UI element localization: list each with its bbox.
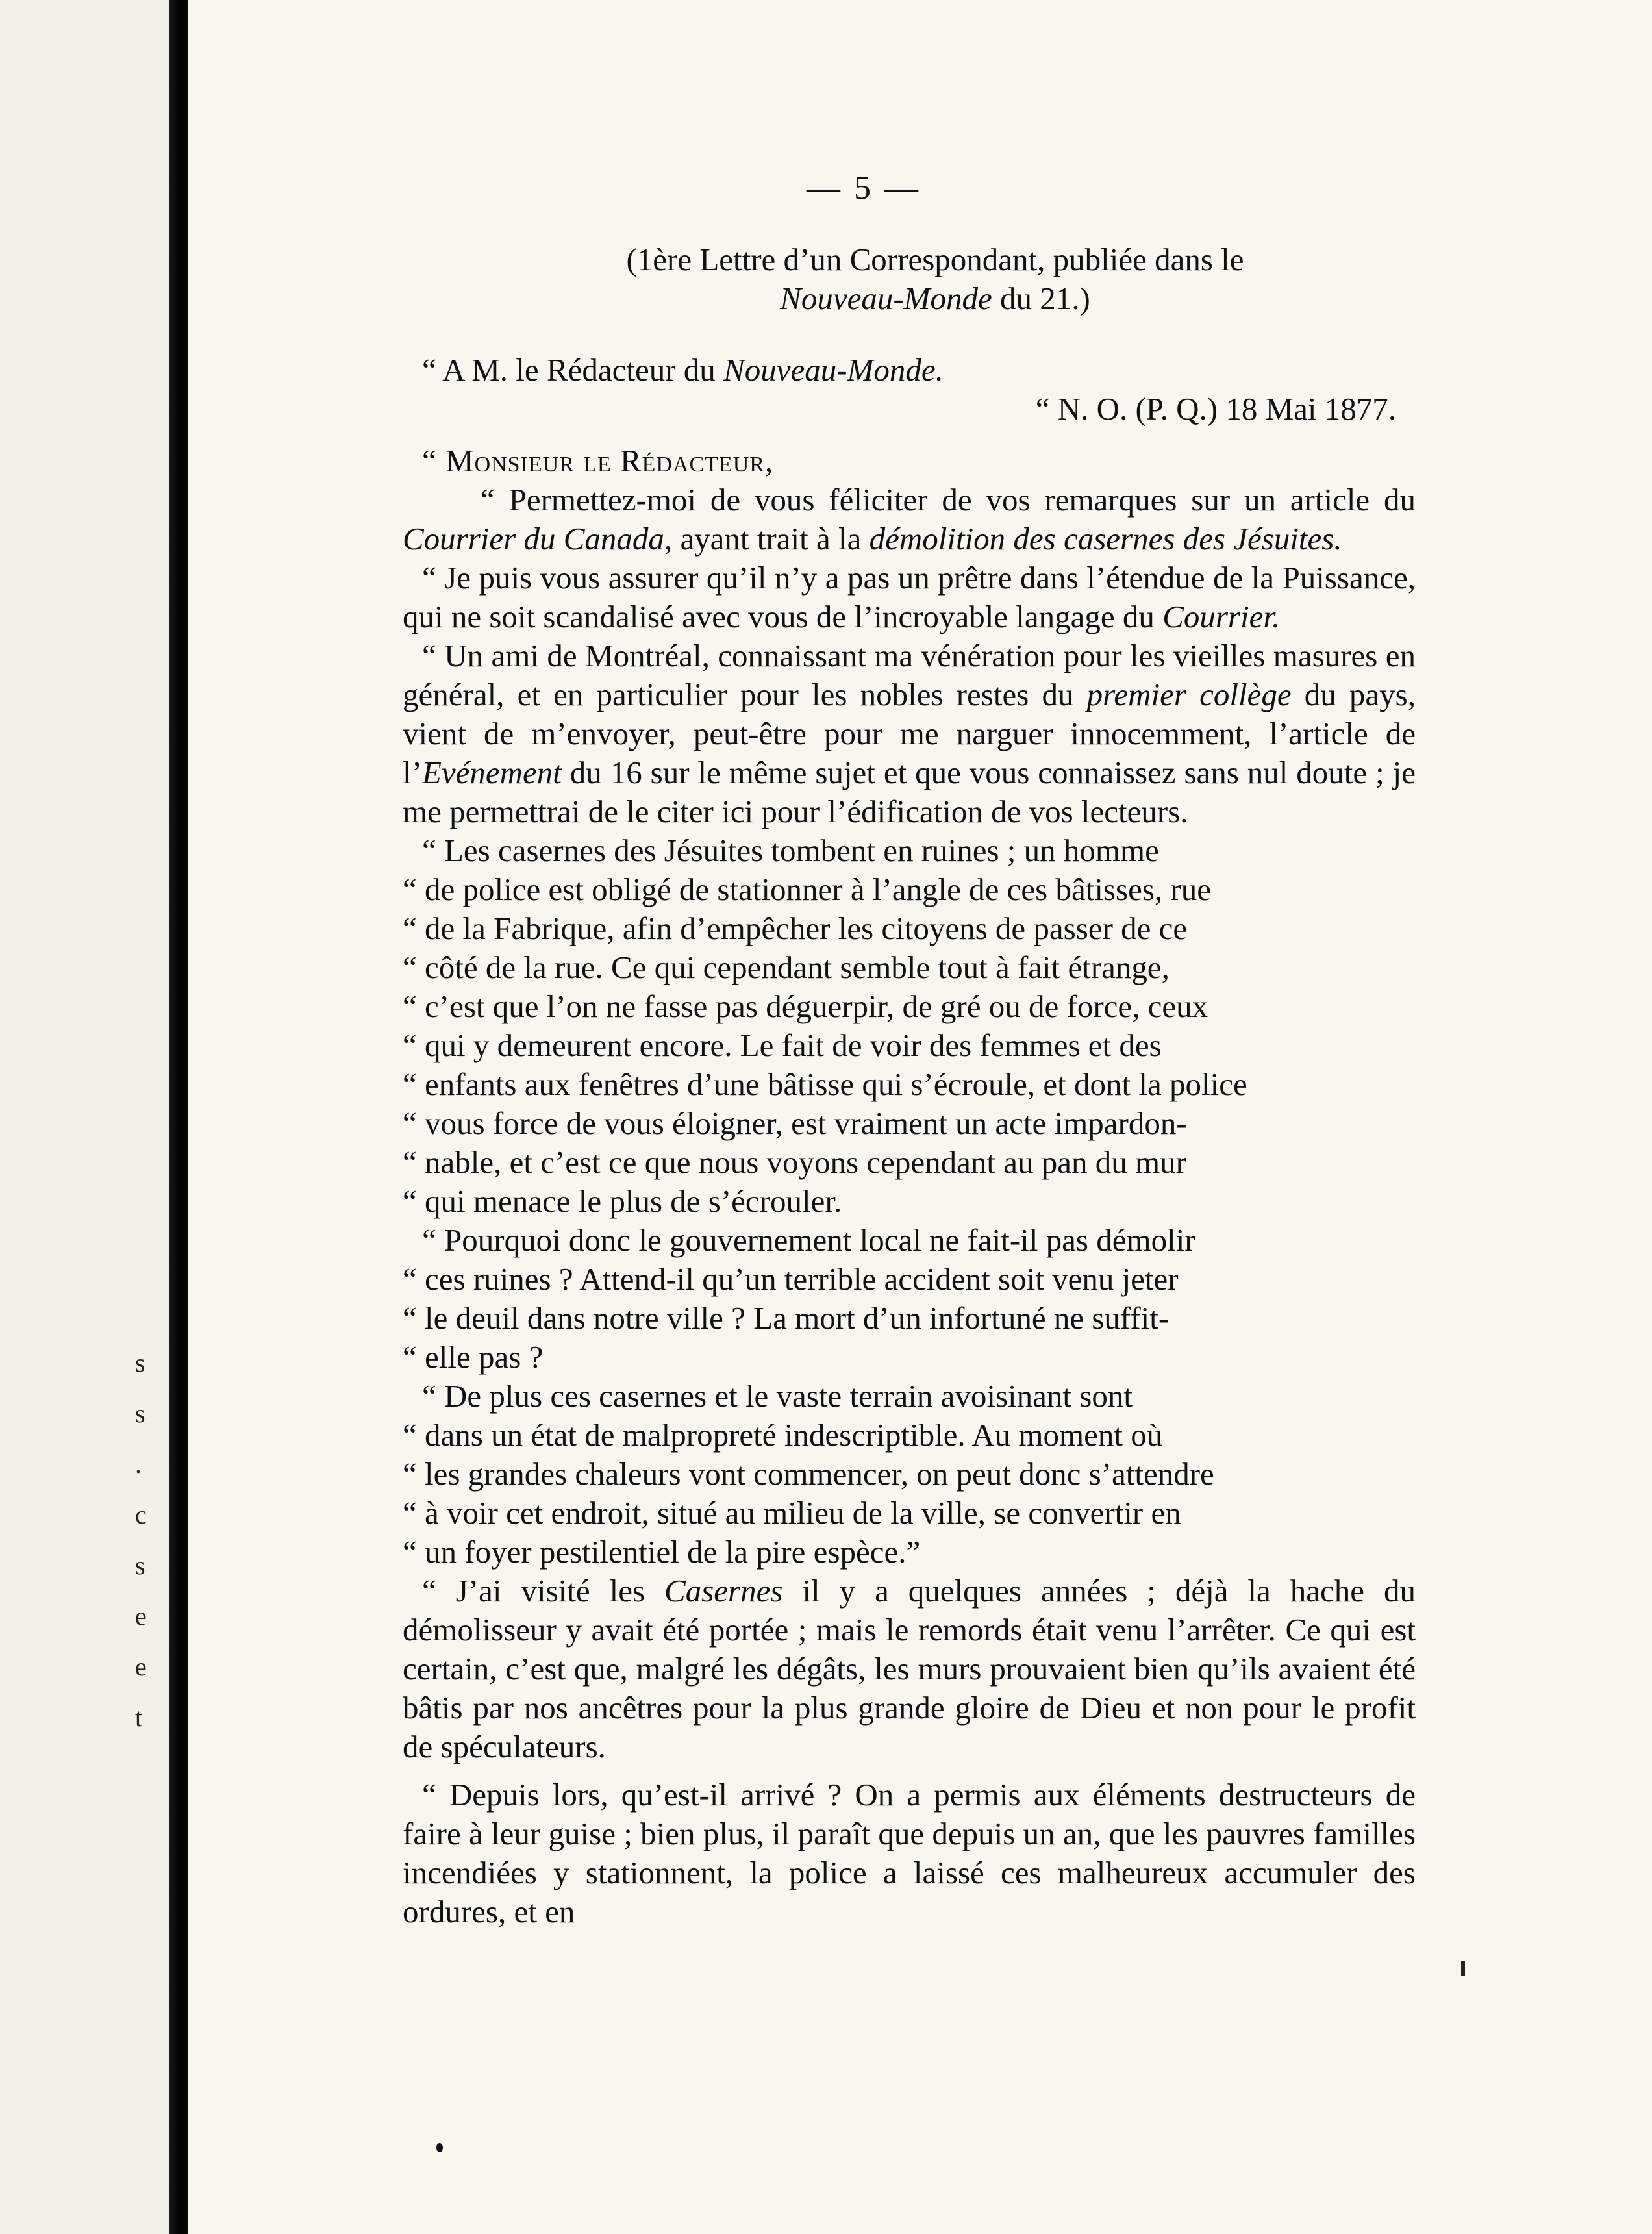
- address-newspaper: Nouveau-Monde.: [723, 352, 944, 388]
- p3-italic-college: premier collège: [1086, 677, 1292, 712]
- quote-line: “ qui menace le plus de s’écrouler.: [403, 1183, 842, 1219]
- dateline: “ N. O. (P. Q.) 18 Mai 1877.: [1035, 391, 1396, 427]
- quote-line: “ un foyer pestilentiel de la pire espèce.”: [403, 1534, 921, 1570]
- margin-fragment: s: [135, 1551, 145, 1580]
- ink-spot: [436, 2143, 443, 2152]
- quoted-article-2: [403, 1221, 1416, 1377]
- address-prefix: “ A M. le Rédacteur du: [422, 352, 724, 388]
- p1-text-a: “ Permettez-moi de vous féliciter de vos remarques sur un article du: [481, 482, 1416, 518]
- quote-line: “ Les casernes des Jésuites tombent en ruines ; un homme: [422, 833, 1159, 868]
- paragraph-5: “ Depuis lors, qu’est-il arrivé ? On a permis aux éléments destructeurs de faire à leur guise ; bien plus, il paraît que depuis un an, que les pauvres familles incendiées y stationnent, la police a laissé ces malheureux accumuler des ordures, et en: [403, 1777, 1416, 1929]
- heading-date: du 21.): [992, 281, 1090, 316]
- book-spine-shadow: [169, 0, 188, 2234]
- p2-italic-courrier: Courrier.: [1162, 599, 1281, 634]
- p4-italic-casernes: Casernes: [664, 1573, 783, 1609]
- p4-text-a: “ J’ai visité les: [422, 1573, 665, 1609]
- quote-line: “ de la Fabrique, afin d’empêcher les citoyens de passer de ce: [403, 910, 1188, 946]
- margin-fragment: t: [135, 1703, 143, 1732]
- page-body: [403, 169, 1416, 1931]
- margin-fragment: s: [135, 1399, 145, 1428]
- p1-italic-courrier: Courrier du Canada: [403, 521, 664, 557]
- quote-line: “ ces ruines ? Attend-il qu’un terrible accident soit venu jeter: [403, 1261, 1179, 1297]
- quote-line: “ enfants aux fenêtres d’une bâtisse qui s’écroule, et dont la police: [403, 1066, 1247, 1102]
- quote-line: “ les grandes chaleurs vont commencer, on peut donc s’attendre: [403, 1456, 1214, 1492]
- heading-line-1: (1ère Lettre d’un Correspondant, publiée dans le: [626, 242, 1244, 277]
- p1-italic-demolition: démolition des casernes des Jésuites.: [869, 521, 1342, 557]
- quote-line: “ c’est que l’on ne fasse pas déguerpir, de gré ou de force, ceux: [403, 988, 1208, 1024]
- facing-page-margin-fragments: [135, 1338, 161, 1743]
- quote-line: “ de police est obligé de stationner à l’angle de ces bâtisses, rue: [403, 872, 1211, 907]
- quote-line: “ vous force de vous éloigner, est vraiment un acte impardon-: [403, 1105, 1187, 1141]
- document-page: [188, 0, 1652, 2234]
- paragraph-3: [403, 636, 1416, 831]
- p1-text-b: , ayant trait à la: [664, 521, 870, 557]
- quote-line: “ côté de la rue. Ce qui cependant semble tout à fait étrange,: [403, 949, 1170, 985]
- margin-fragment: e: [135, 1652, 147, 1681]
- p3-text-a: “ Un ami de Montréal, connaissant ma vénération pour les vieilles masures en général, et en particulier pour les nobles restes du: [403, 638, 1416, 712]
- address-line: [403, 351, 1416, 390]
- quote-line: “ qui y demeurent encore. Le fait de voir des femmes et des: [403, 1027, 1162, 1063]
- p3-text-c: du 16 sur le même sujet et que vous connaissez sans nul doute ; je me permettrai de le citer ici pour l’édification de vos lecteurs.: [403, 755, 1416, 829]
- paragraph-2: [403, 558, 1416, 636]
- quote-line: “ Pourquoi donc le gouvernement local ne fait-il pas démolir: [422, 1222, 1195, 1258]
- margin-fragment: c: [135, 1500, 147, 1529]
- margin-fragment: s: [135, 1348, 145, 1377]
- print-mark: [1461, 1961, 1465, 1976]
- facing-page-strip: [0, 0, 169, 2234]
- quote-line: “ elle pas ?: [403, 1339, 544, 1375]
- letter-heading: [455, 240, 1416, 318]
- quote-line: “ à voir cet endroit, situé au milieu de la ville, se convertir en: [403, 1495, 1181, 1531]
- paragraph-1: [403, 481, 1416, 558]
- quoted-article-1: [403, 831, 1416, 1221]
- margin-fragment: .: [135, 1450, 142, 1479]
- heading-line-2: [455, 279, 1416, 318]
- p4-text-b: il y a quelques années ; déjà la hache du démolisseur y avait été portée ; mais le remords était venu l’arrêter. Ce qui est certain, c’est que, malgré les dégâts, les murs prouvaient bien qu’ils avaient été bâtis par nos ancêtres pour la plus grande gloire de Dieu et non pour le profit de spéculateurs.: [403, 1573, 1416, 1764]
- quote-line: “ dans un état de malpropreté indescriptible. Au moment où: [403, 1417, 1163, 1453]
- salutation: “ Monsieur le Rédacteur,: [422, 443, 774, 479]
- p3-italic-evenement: Evénement: [421, 755, 562, 790]
- heading-newspaper-name: Nouveau-Monde: [780, 281, 992, 316]
- quote-line: “ De plus ces casernes et le vaste terrain avoisinant sont: [422, 1378, 1133, 1414]
- quote-line: “ nable, et c’est ce que nous voyons cependant au pan du mur: [403, 1144, 1186, 1180]
- paragraph-4: [403, 1572, 1416, 1766]
- quoted-article-3: [403, 1377, 1416, 1572]
- page-number: — 5 —: [807, 169, 921, 207]
- quote-line: “ le deuil dans notre ville ? La mort d’un infortuné ne suffit-: [403, 1300, 1170, 1336]
- margin-fragment: e: [135, 1601, 147, 1631]
- p2-text: “ Je puis vous assurer qu’il n’y a pas un prêtre dans l’étendue de la Puissance, qui ne soit scandalisé avec vous de l’incroyable langage du: [403, 560, 1416, 634]
- p3-text-b: du pays, vient de m’envoyer, peut-être pour me narguer innocemment, l’article de l’: [403, 677, 1416, 790]
